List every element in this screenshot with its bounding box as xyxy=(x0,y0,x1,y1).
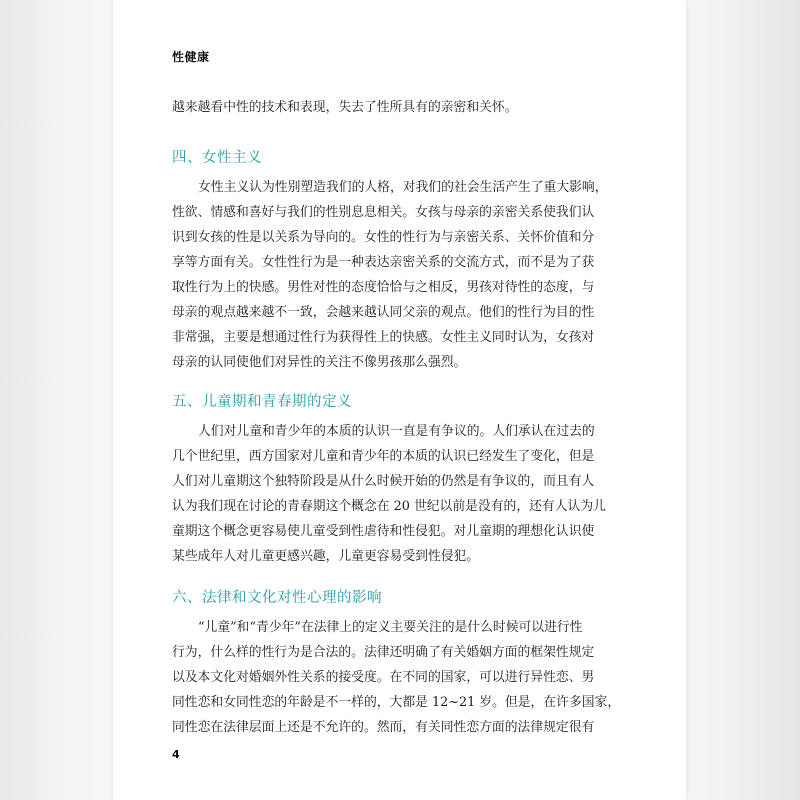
paragraph-line: 某些成年人对儿童更感兴趣，儿童更容易受到性侵犯。 xyxy=(172,549,480,564)
page-number: 4 xyxy=(172,748,180,761)
paragraph-line: 性欲、情感和喜好与我们的性别息息相关。女孩与母亲的亲密关系使我们认 xyxy=(172,205,595,220)
paragraph-line: 以及本文化对婚姻外性关系的接受度。在不同的国家，可以进行异性恋、男 xyxy=(172,670,595,685)
paragraph-line: 认为我们现在讨论的青春期这个概念在 20 世纪以前是没有的，还有人认为儿 xyxy=(172,499,606,514)
paragraph-line: 女性主义认为性别塑造我们的人格，对我们的社会生活产生了重大影响， xyxy=(198,180,608,195)
paragraph-line: 同性恋在法律层面上还是不允许的。然而，有关同性恋方面的法律规定很有 xyxy=(172,720,595,735)
paragraph-line: 非常强，主要是想通过性行为获得性上的快感。女性主义同时认为，女孩对 xyxy=(172,330,595,345)
paragraph-line: 人们对儿童和青少年的本质的认识一直是有争议的。人们承认在过去的 xyxy=(198,424,595,439)
running-head: 性健康 xyxy=(172,50,210,64)
paragraph-line: 同性恋和女同性恋的年龄是不一样的，大都是 12~21 岁。但是，在许多国家， xyxy=(172,695,621,710)
paragraph-line: 识到女孩的性是以关系为导向的。女性的性行为与亲密关系、关怀价值和分 xyxy=(172,230,595,245)
paragraph-line: “儿童”和“青少年”在法律上的定义主要关注的是什么时候可以进行性 xyxy=(198,620,583,635)
paragraph-line: 人们对儿童期这个独特阶段是从什么时候开始的仍然是有争议的，而且有人 xyxy=(172,474,595,489)
paragraph-line: 几个世纪里，西方国家对儿童和青少年的本质的认识已经发生了变化，但是 xyxy=(172,449,595,464)
paragraph-line: 取性行为上的快感。男性对性的态度恰恰与之相反，男孩对待性的态度，与 xyxy=(172,280,595,295)
section-heading: 六、法律和文化对性心理的影响 xyxy=(172,590,382,606)
paragraph-line: 童期这个概念更容易使儿童受到性虐待和性侵犯。对儿童期的理想化认识使 xyxy=(172,524,595,539)
book-page xyxy=(113,0,686,800)
paragraph-line: 母亲的观点越来越不一致，会越来越认同父亲的观点。他们的性行为目的性 xyxy=(172,305,595,320)
section-heading: 四、女性主义 xyxy=(172,150,262,166)
paragraph-line: 母亲的认同使他们对异性的关注不像男孩那么强烈。 xyxy=(172,355,467,370)
continuation-line: 越来越看中性的技术和表现，失去了性所具有的亲密和关怀。 xyxy=(172,100,518,115)
section-heading: 五、儿童期和青春期的定义 xyxy=(172,394,352,410)
paragraph-line: 行为，什么样的性行为是合法的。法律还明确了有关婚姻方面的框架性规定 xyxy=(172,645,595,660)
paragraph-line: 享等方面有关。女性性行为是一种表达亲密关系的交流方式，而不是为了获 xyxy=(172,255,595,270)
